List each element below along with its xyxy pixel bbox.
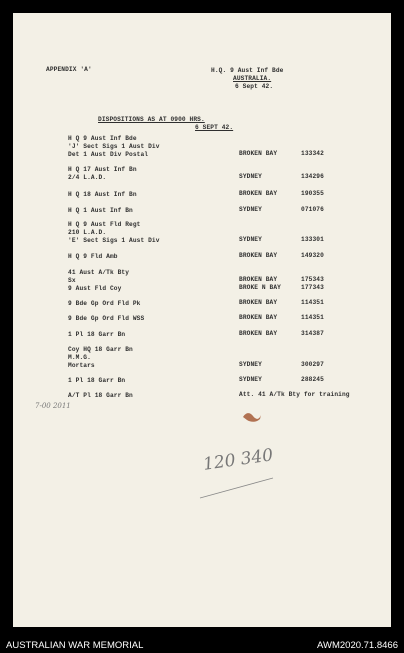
unit-line: H Q 9 Aust Fld Regt [68, 221, 141, 228]
unit-name [68, 315, 144, 323]
location: BROKEN BAY [239, 299, 278, 306]
location: SYDNEY [239, 376, 262, 383]
location: SYDNEY [239, 206, 262, 213]
unit-line: Sx [68, 277, 76, 285]
appendix-label: APPENDIX 'A' [46, 66, 92, 73]
document-title [98, 116, 233, 133]
unit-name [68, 221, 160, 245]
unit-line: Coy HQ 18 Garr Bn [68, 346, 133, 353]
unit-line: 210 L.A.D. [68, 229, 107, 237]
location: SYDNEY [239, 361, 262, 369]
unit-line: A/T Pl 18 Garr Bn [68, 392, 133, 399]
unit-line: H Q 1 Aust Inf Bn [68, 207, 133, 214]
unit-name [68, 166, 137, 182]
unit-line: H Q 17 Aust Inf Bn [68, 166, 137, 173]
location: BROKEN BAY [239, 190, 278, 197]
unit-line: 9 Bde Gp Ord Fld WSS [68, 315, 145, 322]
archive-reference: AWM2020.71.8466 [317, 640, 398, 651]
unit-line: H Q 9 Aust Inf Bde [68, 135, 137, 142]
unit-name [68, 331, 125, 339]
map-reference: 175343 [301, 276, 324, 284]
unit-line: 9 Bde Gp Ord Fld Pk [68, 300, 141, 307]
map-reference: 300297 [301, 361, 324, 369]
hq-header [211, 67, 283, 91]
unit-name [68, 207, 133, 215]
unit-line: 'E' Sect Sigs 1 Aust Div [68, 237, 160, 245]
map-reference: 149320 [301, 252, 324, 259]
title-line-1: DISPOSITIONS AS AT 0900 HRS. [98, 116, 205, 123]
document-page [13, 13, 391, 627]
location: SYDNEY [239, 173, 262, 181]
handwritten-numbers: 120 340 [201, 445, 275, 475]
unit-line: 2/4 L.A.D. [68, 174, 107, 182]
unit-line: 41 Aust A/Tk Bty [68, 269, 130, 276]
handwritten-note: 7-00 2011 [35, 402, 71, 410]
map-reference: 190355 [301, 190, 324, 197]
unit-name [68, 346, 133, 370]
unit-name [68, 285, 121, 293]
hq-country: AUSTRALIA. [233, 75, 272, 83]
map-reference: 177343 [301, 284, 324, 291]
location: BROKE N BAY [239, 284, 281, 291]
unit-line: Det 1 Aust Div Postal [68, 151, 149, 159]
location: SYDNEY [239, 236, 262, 244]
unit-line: 1 Pl 18 Garr Bn [68, 377, 126, 384]
map-reference: 314387 [301, 330, 324, 337]
unit-name [68, 269, 129, 285]
attachment-note: Att. 41 A/Tk Bty for training [239, 391, 350, 398]
archive-footer [0, 637, 404, 653]
unit-line: H Q 9 Fld Amb [68, 253, 118, 260]
title-line-2: 6 SEPT 42. [195, 124, 234, 132]
location: BROKEN BAY [239, 150, 278, 158]
pencil-line [198, 473, 278, 503]
ink-stain [241, 410, 263, 424]
location: BROKEN BAY [239, 252, 278, 259]
unit-name [68, 135, 160, 159]
location: BROKEN BAY [239, 276, 278, 284]
unit-line: 'J' Sect Sigs 1 Aust Div [68, 143, 160, 151]
map-reference: 288245 [301, 376, 324, 383]
map-reference: 133342 [301, 150, 324, 158]
map-reference: 114351 [301, 314, 324, 321]
hq-date: 6 Sept 42. [235, 83, 274, 91]
unit-name [68, 253, 118, 261]
map-reference: 114351 [301, 299, 324, 306]
unit-name [68, 191, 137, 199]
map-reference: 071076 [301, 206, 324, 213]
unit-name [68, 300, 140, 308]
map-reference: 133301 [301, 236, 324, 244]
map-reference: 134296 [301, 173, 324, 181]
unit-name [68, 392, 133, 400]
unit-line: Mortars [68, 362, 95, 370]
hq-line: H.Q. 9 Aust Inf Bde [211, 67, 284, 74]
archive-name: AUSTRALIAN WAR MEMORIAL [6, 640, 144, 651]
location: BROKEN BAY [239, 330, 278, 337]
location: BROKEN BAY [239, 314, 278, 321]
unit-name [68, 377, 125, 385]
unit-line: H Q 18 Aust Inf Bn [68, 191, 137, 198]
unit-line: M.M.G. [68, 354, 91, 362]
unit-line: 9 Aust Fld Coy [68, 285, 122, 292]
unit-line: 1 Pl 18 Garr Bn [68, 331, 126, 338]
